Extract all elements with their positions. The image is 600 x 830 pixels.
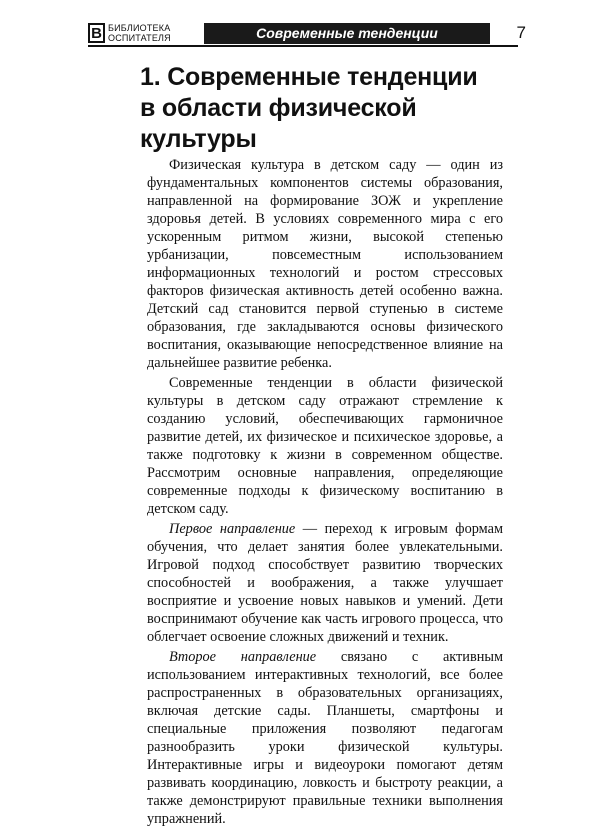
- page-number: 7: [516, 23, 526, 42]
- series-logo: [88, 22, 202, 44]
- running-header: [88, 22, 526, 46]
- series-logo-line1: БИБЛИОТЕКА: [108, 23, 171, 33]
- chapter-title-line3: культуры: [140, 125, 257, 153]
- series-logo-line2: ОСПИТАТЕЛЯ: [108, 33, 171, 43]
- running-title: Современные тенденции: [204, 23, 490, 44]
- paragraph-3-lead: Первое направление: [169, 521, 296, 537]
- paragraph-4-lead: Второе направление: [169, 649, 317, 665]
- paragraph-2: Современные тенденции в области физической культуры в детском саду отражают стремление к созданию условий, обеспечивающих гармоничное развитие детей, их физическое и психическое здоровье, а также подготовку к жизни в современном обществе. Рассмотрим основные направления, определяющие современные подходы к физическому воспитанию в детском саду.: [147, 375, 503, 517]
- paragraph-4-text: связано с активным использованием интерактивных технологий, все более распространенных в образовательных организациях, включая детские сады. Планшеты, смартфоны и специальные приложения позволяют педагогам разнообразить уроки физической культуры. Интерактивные игры и видеоуроки помогают детям развивать координацию, ловкость и быстроту реакции, а также демонстрируют правильные техники выполнения упражнений.: [147, 649, 504, 827]
- paragraph-3: [147, 520, 503, 646]
- chapter-title: [140, 62, 500, 155]
- body-text: [147, 156, 503, 830]
- chapter-title-line2: в области физической: [140, 94, 417, 122]
- series-logo-text: [108, 23, 171, 43]
- paragraph-1: Физическая культура в детском саду — один из фундаментальных компонентов системы образования, направленной на формирование ЗОЖ и укрепление здоровья детей. В условиях современного мира с его ускоренным ритмом жизни, высокой степенью урбанизации, повсеместным использованием информационных технологий и ростом стрессовых факторов физическая активность детей особенно важна. Детский сад становится первой ступенью в системе образования, где закладываются основы физического воспитания, оказывающие непосредственное влияние на дальнейшее развитие ребенка.: [147, 157, 503, 371]
- paragraph-3-text: — переход к игровым формам обучения, что делает занятия более увлекательными. Игровой подход способствует развитию творческих способностей и воображения, а также улучшает восприятие и усвоение новых навыков и умений. Дети воспринимают обучение как часть игрового процесса, что облегчает освоение сложных движений и техник.: [147, 521, 503, 645]
- chapter-title-line1: 1. Современные тенденции: [140, 63, 478, 91]
- series-logo-letter: В: [88, 23, 105, 43]
- paragraph-4: [147, 648, 503, 828]
- header-divider: [88, 45, 518, 47]
